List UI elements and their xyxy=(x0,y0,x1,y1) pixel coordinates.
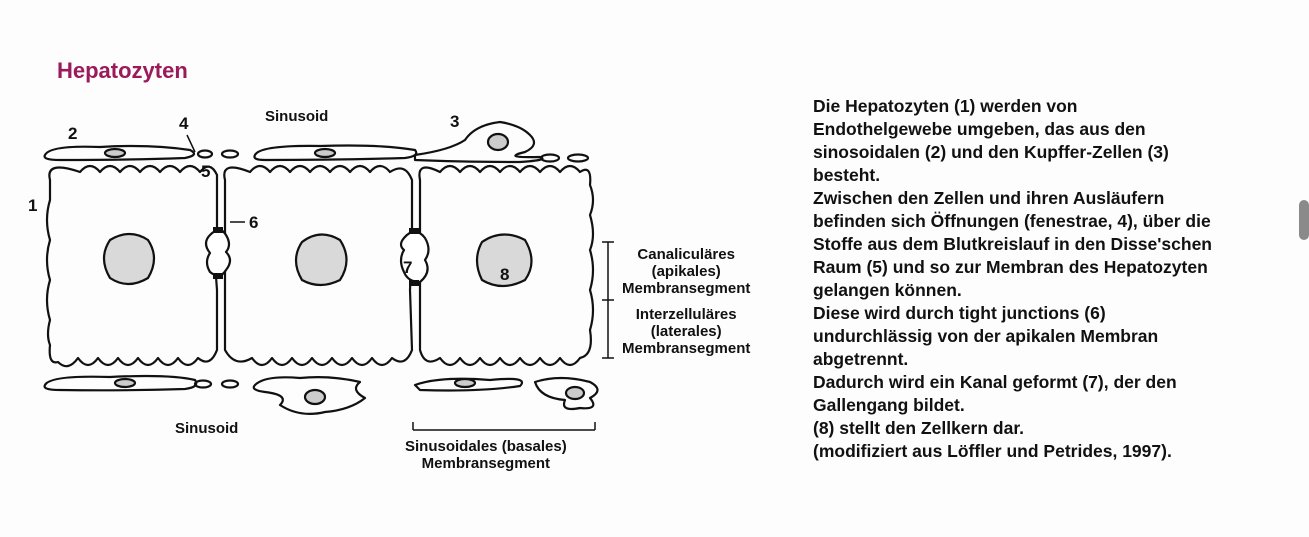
label-4: 4 xyxy=(179,114,189,133)
nucleus-1 xyxy=(104,234,154,284)
fenestra xyxy=(568,155,588,162)
label-5: 5 xyxy=(201,162,211,181)
nucleus-2 xyxy=(296,234,347,285)
kupffer-nucleus xyxy=(566,387,584,399)
endothelial-nucleus xyxy=(315,149,335,157)
label-6: 6 xyxy=(249,213,259,232)
label-1: 1 xyxy=(28,196,38,215)
fenestra xyxy=(222,381,238,388)
label-2: 2 xyxy=(68,124,78,143)
endothelial-nucleus xyxy=(115,379,135,387)
kupffer-nucleus xyxy=(488,134,508,150)
sinusoidal-segment-label: Sinusoidales (basales) Membransegment xyxy=(405,438,567,472)
tight-junction-mark xyxy=(213,227,223,233)
fenestra xyxy=(541,155,559,162)
label-7: 7 xyxy=(403,258,413,277)
interzellular-segment-label: Interzelluläres (laterales) Membransegment xyxy=(622,306,751,357)
fenestra xyxy=(198,151,212,158)
sinusoid-bottom-label: Sinusoid xyxy=(175,420,239,437)
label-8: 8 xyxy=(500,265,510,284)
kupffer-nucleus xyxy=(305,390,325,404)
hepatocyte-diagram xyxy=(20,100,800,490)
scrollbar-thumb[interactable] xyxy=(1299,200,1309,240)
page-title: Hepatozyten xyxy=(57,58,188,83)
sinusoid-top-label: Sinusoid xyxy=(265,108,329,125)
canalicular-segment-label: Canaliculäres (apikales) Membransegment xyxy=(622,246,751,297)
fenestra xyxy=(222,151,238,158)
label-3: 3 xyxy=(450,112,460,131)
bile-canaliculus-left xyxy=(206,230,230,276)
description-text: Die Hepatozyten (1) werden von Endothelgewebe umgeben, das aus den sinosoidalen (2) und den Kupffer-Zellen (3) besteht. Zwischen den Zellen und ihren Ausläufern befinden sich Öffnungen (fenestrae, 4), über die Stoffe aus dem Blutkreislauf in den Disse'schen Raum (5) und so zur Membran des Hepatozyten gelangen können. Diese wird durch tight junctions (6) undurchlässig von der apikalen Membran abgetrennt. Dadurch wird ein Kanal geformt (7), der den Gallengang bildet. (8) stellt den Zellkern dar. (modifiziert aus Löffler und Petrides, 1997). xyxy=(813,96,1212,461)
endothelial-nucleus xyxy=(455,379,475,387)
endothelial-nucleus xyxy=(105,149,125,157)
kupffer-cell-top xyxy=(415,122,543,162)
tight-junction-mark xyxy=(409,280,419,286)
fenestra xyxy=(195,381,211,388)
tight-junction-mark xyxy=(409,228,419,234)
tight-junction-mark xyxy=(213,273,223,279)
